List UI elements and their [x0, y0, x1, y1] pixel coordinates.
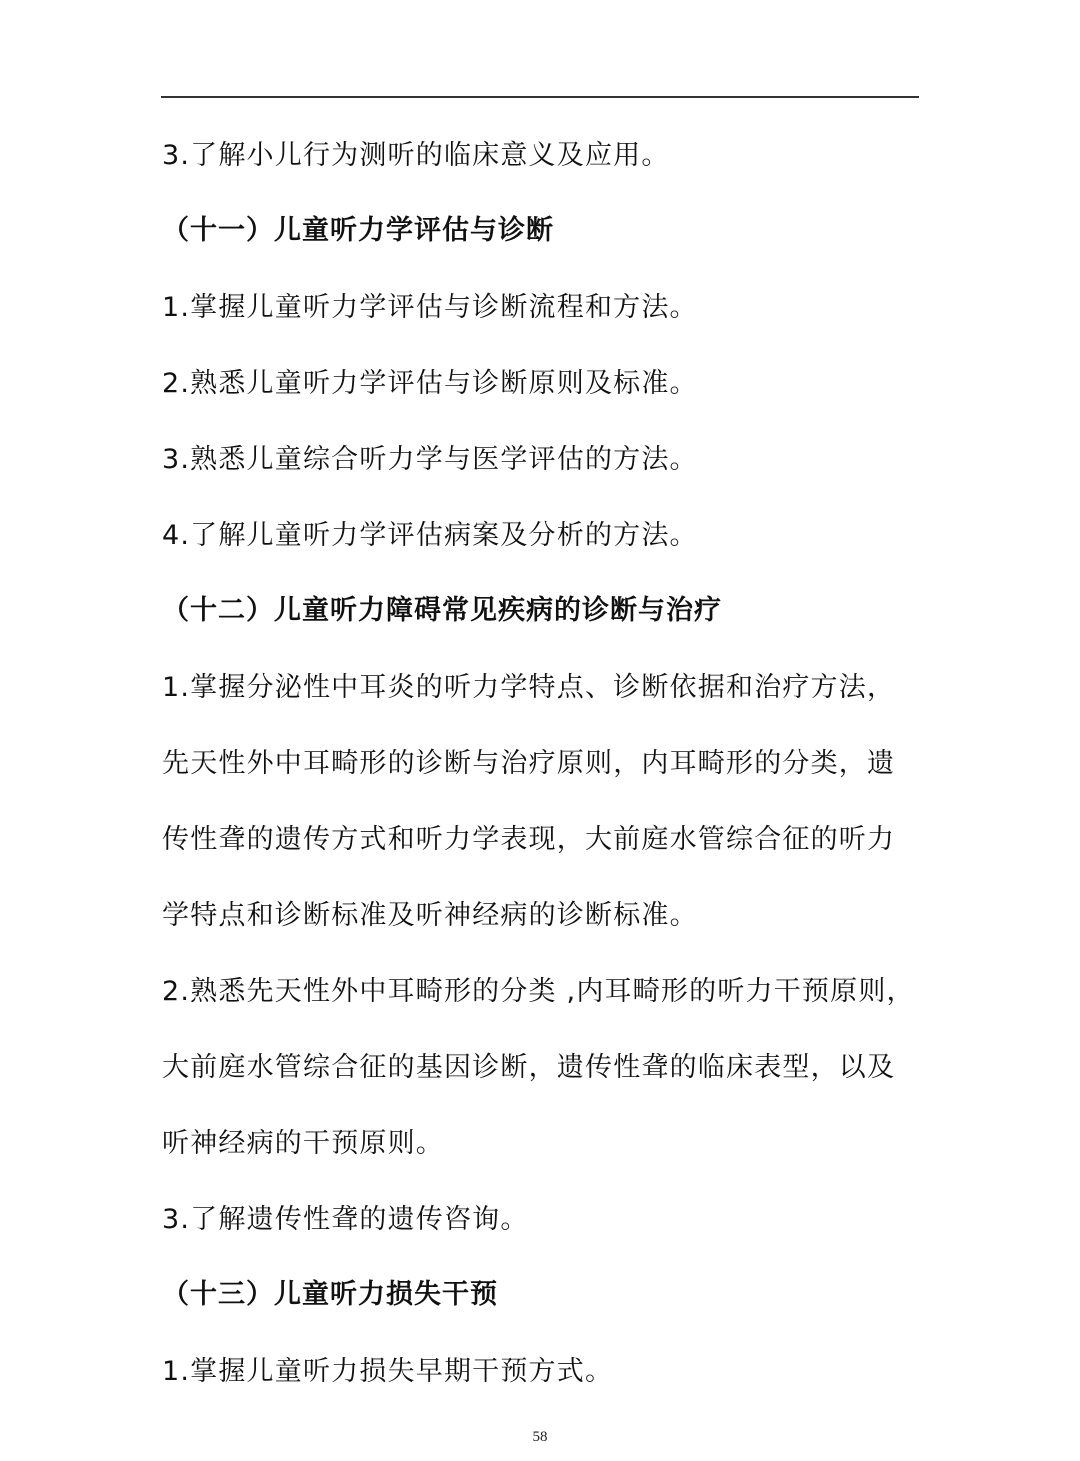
section-13-item-1: 1.掌握儿童听力损失早期干预方式。 [162, 1356, 614, 1387]
section-11-item-4: 4.了解儿童听力学评估病案及分析的方法。 [162, 520, 698, 551]
page-number: 58 [532, 1429, 548, 1445]
section-12-item-2-line-3: 听神经病的干预原则。 [162, 1128, 444, 1159]
section-heading-11: （十一）儿童听力学评估与诊断 [162, 215, 554, 246]
section-11-item-3: 3.熟悉儿童综合听力学与医学评估的方法。 [162, 444, 698, 475]
header-rule [161, 96, 919, 98]
section-11-item-2: 2.熟悉儿童听力学评估与诊断原则及标准。 [162, 368, 698, 399]
item-3-behavioral-audiometry: 3.了解小儿行为测听的临床意义及应用。 [162, 140, 670, 171]
section-12-item-2-line-2: 大前庭水管综合征的基因诊断，遗传性聋的临床表型，以及 [162, 1052, 896, 1083]
section-12-item-1-line-4: 学特点和诊断标准及听神经病的诊断标准。 [162, 900, 698, 931]
section-heading-12: （十二）儿童听力障碍常见疾病的诊断与治疗 [162, 595, 722, 626]
section-12-item-2-line-1: 2.熟悉先天性外中耳畸形的分类 ,内耳畸形的听力干预原则， [162, 976, 915, 1007]
section-12-item-3: 3.了解遗传性聋的遗传咨询。 [162, 1204, 529, 1235]
section-12-item-1-line-2: 先天性外中耳畸形的诊断与治疗原则，内耳畸形的分类，遗 [162, 748, 896, 779]
section-12-item-1-line-1: 1.掌握分泌性中耳炎的听力学特点、诊断依据和治疗方法， [162, 672, 896, 703]
section-heading-13: （十三）儿童听力损失干预 [162, 1279, 498, 1310]
section-12-item-1-line-3: 传性聋的遗传方式和听力学表现，大前庭水管综合征的听力 [162, 824, 896, 855]
section-11-item-1: 1.掌握儿童听力学评估与诊断流程和方法。 [162, 292, 698, 323]
